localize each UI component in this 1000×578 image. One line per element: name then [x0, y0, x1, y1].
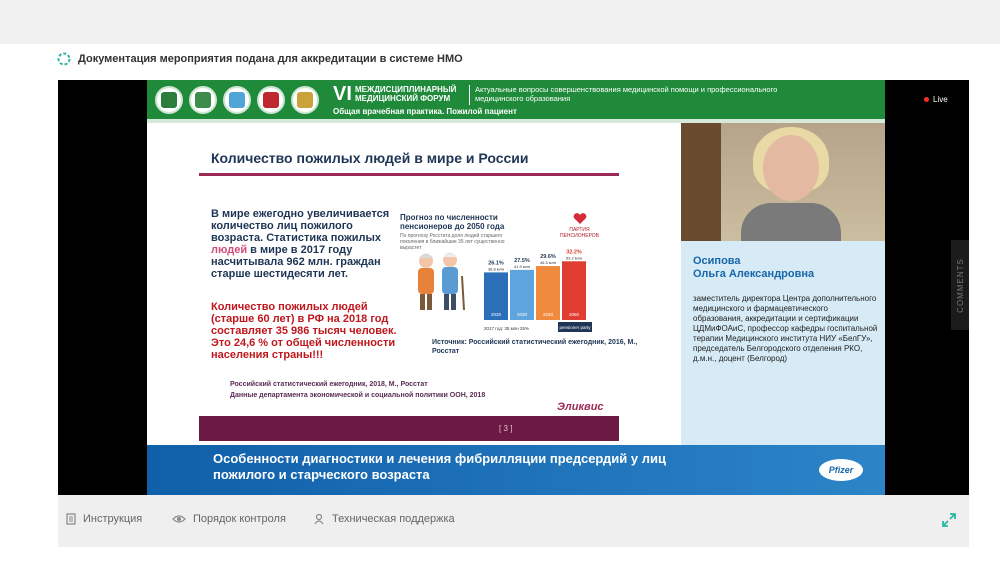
speaker-body [741, 203, 841, 241]
chart-source: Источник: Российский статистический ежегодник, 2016, М., Росстат [432, 339, 638, 355]
top-strip [0, 0, 1000, 44]
percent-label-2050: 32.2% [566, 249, 582, 256]
notice-text: Документация мероприятия подана для аккредитации в системе НМО [78, 53, 463, 65]
year-label-2020: 2020 [490, 312, 502, 317]
speaker-info: заместитель директора Центра дополнительного медицинского и фармацевтического образования, аккредитации и сертификации ЦДМиФОАиС, профессор кафедры госпитальной терапии Медицинского института НИУ «БелГУ», председатель Белгородского отделения РКО, д.м.н., доцент (Белгород) [693, 294, 878, 363]
speaker-webcam [681, 123, 885, 241]
brand-logo: Эликвис [557, 401, 604, 413]
comments-label: COMMENTS [955, 257, 965, 313]
banner-separator [469, 85, 470, 105]
logo-4 [257, 86, 285, 114]
count-label-2020: 38.8 млн [487, 266, 505, 272]
slide-title: Количество пожилых людей в мире и России [211, 150, 529, 166]
comments-tab[interactable] [951, 240, 969, 330]
talk-title: Особенности диагностики и лечения фибрилляции предсердий у лиц пожилого и старческого возраста [213, 451, 666, 482]
logo-1 [155, 86, 183, 114]
forum-banner [147, 80, 885, 119]
player-toolbar [58, 495, 969, 547]
pension-forecast-chart [392, 208, 612, 341]
percent-label-2040: 29.6% [540, 254, 556, 261]
percent-label-2030: 27.5% [514, 257, 530, 264]
year-label-2030: 2030 [516, 312, 528, 317]
slide-footer-bar [199, 416, 619, 441]
live-dot-icon [924, 97, 929, 102]
slide-text-part1: В мире ежегодно увеличивается количество лиц пожилого возраста. Статистика пожилых [211, 208, 390, 244]
slide-text-part2: в мире в 2017 году насчитывала 962 млн. граждан старше шестидесяти лет. [211, 244, 381, 280]
speaker-face [763, 135, 819, 201]
slide-divider [199, 173, 619, 176]
support-icon [313, 513, 325, 525]
speaker-surname: Осипова [693, 255, 741, 267]
logo-3 [223, 86, 251, 114]
presentation-slide [147, 123, 681, 445]
background-shelf [681, 123, 721, 241]
slide-sources [230, 379, 510, 401]
control-order-label: Порядок контроля [193, 513, 286, 525]
chart-footnote: 2017 год: 35 млн 25% [484, 326, 530, 331]
forum-subtitle: Общая врачебная практика. Пожилой пациент [333, 107, 517, 116]
slide-source-1: Российский статистический ежегодник, 2018, М., Росстат [230, 381, 428, 388]
accreditation-notice [57, 52, 463, 66]
pfizer-logo: Pfizer [819, 459, 863, 481]
instruction-label: Инструкция [83, 513, 143, 525]
logo-2 [189, 86, 217, 114]
partner-logos [155, 86, 319, 114]
count-label-2040: 46.5 млн [539, 260, 557, 266]
percent-label-2020: 26.1% [488, 260, 504, 267]
chart-logo-text: ПАРТИЯ ПЕНСИОНЕРОВ [559, 227, 600, 239]
slide-text-highlight: людей [211, 244, 248, 256]
forum-name: МЕЖДИСЦИПЛИНАРНЫЙ МЕДИЦИНСКИЙ ФОРУМ [355, 85, 457, 103]
instruction-button[interactable] [66, 513, 142, 525]
year-label-2050: 2050 [568, 312, 580, 317]
loading-circle-icon [57, 52, 71, 66]
live-label: Live [933, 95, 948, 104]
live-indicator [924, 95, 948, 104]
chart-title: Прогноз по численности пенсионеров до 2050 года [400, 213, 505, 231]
slide-text-world [211, 208, 401, 280]
forecast-bar-chart [392, 208, 612, 341]
forum-number: VI [333, 83, 352, 105]
count-label-2050: 53.2 млн [565, 255, 583, 261]
slide-text-russia: Количество пожилых людей (старше 60 лет) в РФ на 2018 год составляет 35 986 тысяч человек. Это 24,6 % от общей численности населения страны!!! [211, 301, 397, 361]
talk-title-bar [147, 445, 885, 495]
chart-badge: pensioner party [559, 325, 591, 330]
tech-support-button[interactable] [313, 513, 455, 525]
control-order-button[interactable] [172, 513, 286, 525]
speaker-panel [681, 123, 885, 445]
forum-topic: Актуальные вопросы совершенствования медицинской помощи и профессионального медицинского образования [475, 85, 778, 103]
fullscreen-icon[interactable] [942, 513, 956, 527]
video-frame [147, 80, 885, 495]
slide-source-2: Данные департамента экономической и социальной политики ООН, 2018 [230, 392, 486, 399]
slide-page-number: [ 3 ] [499, 424, 513, 433]
eye-icon [172, 514, 186, 524]
tech-support-label: Техническая поддержка [332, 513, 455, 525]
logo-5 [291, 86, 319, 114]
video-player[interactable] [58, 80, 969, 495]
document-icon [66, 513, 76, 525]
year-label-2040: 2040 [542, 312, 554, 317]
chart-subtitle: По прогнозу Росстата доля людей старшего поколения в ближайшие 35 лет существенно вырастет [400, 233, 505, 251]
count-label-2030: 41.9 млн [513, 263, 531, 269]
speaker-given-name: Ольга Александровна [693, 268, 815, 280]
speaker-name [693, 255, 814, 281]
